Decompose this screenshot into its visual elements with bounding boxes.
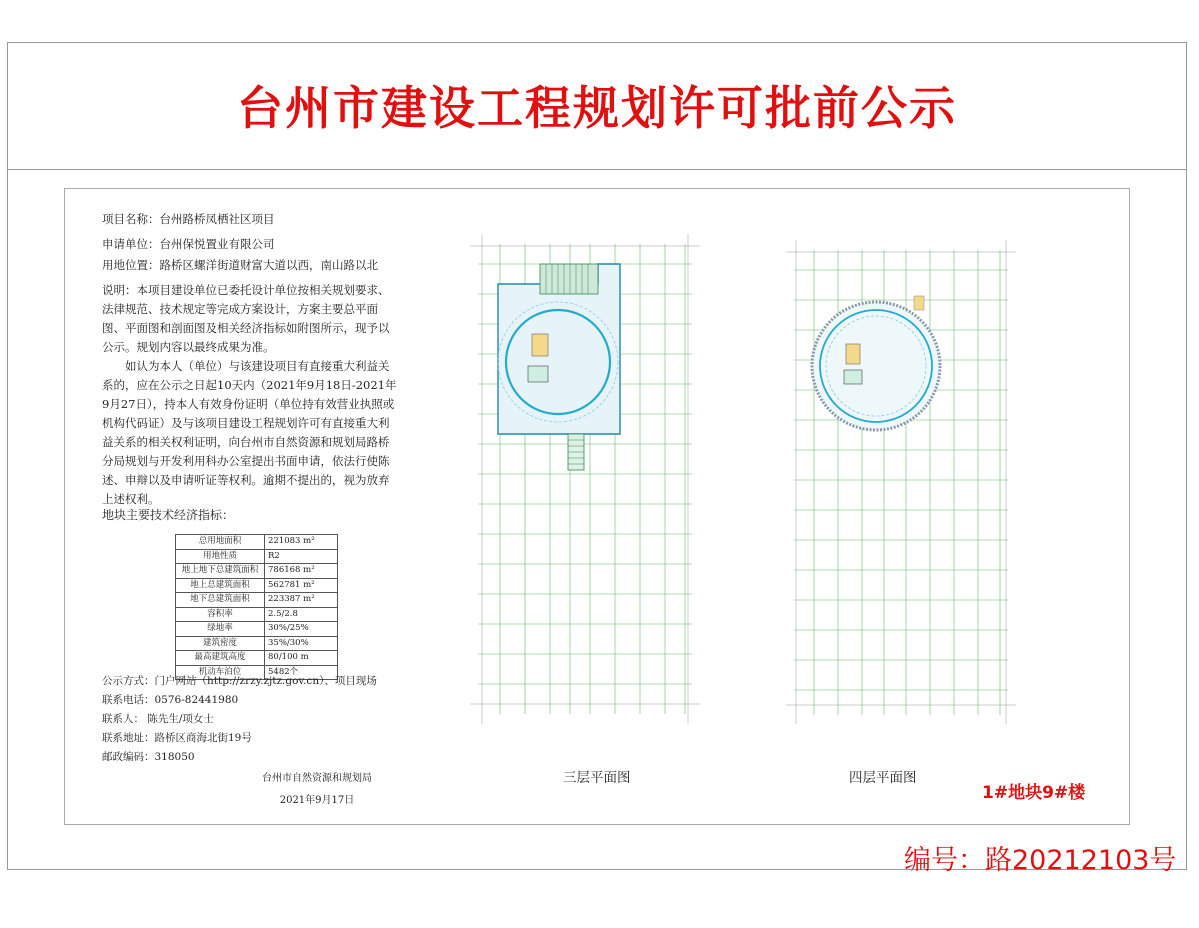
contact-address: 联系地址：路桥区商海北街19号 [102, 732, 252, 744]
indicator-value: 786168 m² [265, 564, 338, 579]
indicator-name: 容积率 [176, 607, 265, 622]
third-floor-plan-drawing [470, 234, 700, 724]
fourth-floor-plan-caption: 四层平面图 [849, 770, 917, 786]
signature [262, 768, 372, 812]
indicator-value: 30%/25% [265, 622, 338, 637]
notice-paragraph-2: 如认为本人（单位）与该建设项目有直接重大利益关系的，应在公示之日起10天内（2021年9月18日-2021年9月27日），持本人有效身份证明（单位持有效营业执照或机构代码证）及与该项目建设工程规划许可有直接重大利益关系的相关权利证明，向台州市自然资源和规划局路桥分局规划与开发利用科办公室提出书面申请，依法行使陈述、申辩以及申请听证等权利。逾期不提出的，视为放弃上述权利。 [102, 359, 397, 506]
indicator-name: 用地性质 [176, 549, 265, 564]
indicator-row [176, 593, 338, 608]
block-building-label: 1#地块9#楼 [982, 783, 1086, 803]
project-applicant: 申请单位：台州保悦置业有限公司 [102, 237, 275, 251]
notice-paragraph-1: 说明：本项目建设单位已委托设计单位按相关规划要求、法律规范、技术规定等完成方案设计，方案主要总平面图、平面图和剖面图及相关经济指标如附图所示，现予以公示。规划内容以最终成果为准。 [102, 283, 390, 354]
indicator-value: 221083 m² [265, 535, 338, 550]
project-name: 项目名称：台州路桥凤栖社区项目 [102, 212, 275, 226]
project-info [102, 210, 397, 509]
signature-org: 台州市自然资源和规划局 [262, 773, 372, 784]
indicator-row [176, 549, 338, 564]
project-location: 用地位置：路桥区螺洋街道财富大道以西，南山路以北 [102, 258, 378, 272]
indicator-value: 223387 m² [265, 593, 338, 608]
title-row [7, 42, 1187, 170]
indicator-row [176, 607, 338, 622]
fourth-floor-plan-drawing [786, 240, 1016, 724]
page-title: 台州市建设工程规划许可批前公示 [237, 81, 957, 135]
indicator-name: 地上地下总建筑面积 [176, 564, 265, 579]
indicator-value: 2.5/2.8 [265, 607, 338, 622]
indicator-row [176, 535, 338, 550]
indicators-table [175, 534, 338, 680]
indicator-value: R2 [265, 549, 338, 564]
indicator-row [176, 622, 338, 637]
indicator-name: 机动车泊位 [176, 665, 265, 680]
indicators-heading: 地块主要技术经济指标： [102, 508, 235, 522]
indicator-row [176, 564, 338, 579]
indicator-row [176, 578, 338, 593]
signature-date: 2021年9月17日 [279, 795, 355, 806]
indicator-value: 562781 m² [265, 578, 338, 593]
indicator-row [176, 636, 338, 651]
indicator-value: 5482个 [265, 665, 338, 680]
third-floor-plan-caption: 三层平面图 [563, 770, 631, 786]
indicator-name: 绿地率 [176, 622, 265, 637]
indicator-name: 总用地面积 [176, 535, 265, 550]
contact-person: 联系人： 陈先生/项女士 [102, 713, 214, 725]
indicator-name: 建筑密度 [176, 636, 265, 651]
indicator-name: 最高建筑高度 [176, 651, 265, 666]
contact-info [102, 672, 377, 767]
indicator-name: 地上总建筑面积 [176, 578, 265, 593]
indicator-name: 地下总建筑面积 [176, 593, 265, 608]
contact-phone: 联系电话：0576-82441980 [102, 694, 239, 706]
indicator-value: 80/100 m [265, 651, 338, 666]
indicator-row [176, 651, 338, 666]
publicity-method: 公示方式：门户网站（http://zrzy.zjtz.gov.cn）、项目现场 [102, 675, 377, 687]
permit-number: 编号：路20212103号 [904, 845, 1177, 876]
indicator-value: 35%/30% [265, 636, 338, 651]
contact-postcode: 邮政编码：318050 [102, 751, 195, 763]
